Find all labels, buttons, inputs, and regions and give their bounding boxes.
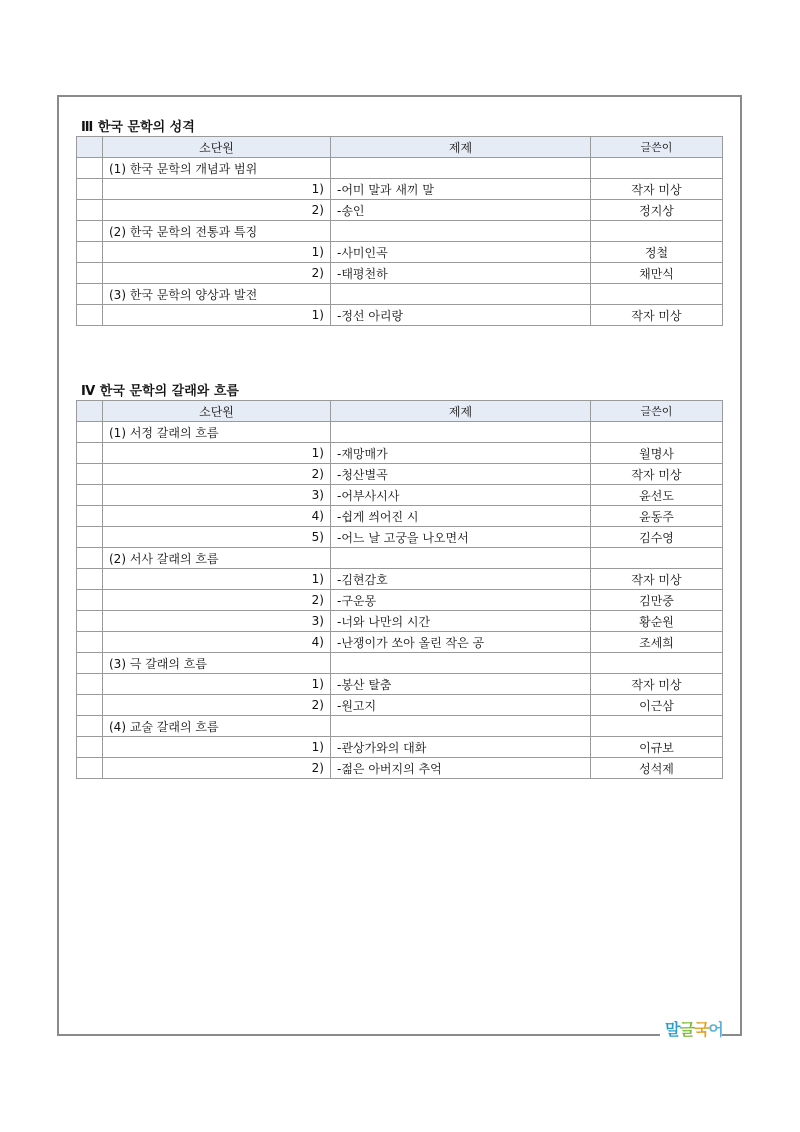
work-title: -관상가와의 대화 (331, 737, 591, 758)
group-row (77, 548, 723, 569)
logo-char: 글 (679, 1020, 694, 1039)
work-title: -젊은 아버지의 추억 (331, 758, 591, 779)
table-row (77, 611, 723, 632)
blank-cell (77, 443, 103, 464)
table-row (77, 758, 723, 779)
section-3-table (76, 136, 723, 326)
empty-cell (331, 653, 591, 674)
item-number: 4) (103, 632, 331, 653)
work-author: 성석제 (591, 758, 723, 779)
empty-cell (591, 284, 723, 305)
item-number: 2) (103, 200, 331, 221)
publisher-logo (665, 1017, 723, 1040)
logo-char: 국 (693, 1020, 709, 1039)
item-number: 1) (103, 569, 331, 590)
work-author: 김만중 (591, 590, 723, 611)
header-author: 글쓴이 (591, 401, 723, 422)
table-row (77, 674, 723, 695)
blank-cell (77, 158, 103, 179)
blank-cell (77, 548, 103, 569)
work-title: -송인 (331, 200, 591, 221)
header-blank (77, 137, 103, 158)
work-author: 조세희 (591, 632, 723, 653)
item-number: 3) (103, 611, 331, 632)
blank-cell (77, 284, 103, 305)
work-author: 윤선도 (591, 485, 723, 506)
table-row (77, 485, 723, 506)
section-4-body (77, 422, 723, 779)
empty-cell (331, 158, 591, 179)
table-row (77, 179, 723, 200)
header-title: 제제 (331, 137, 591, 158)
table-row (77, 527, 723, 548)
empty-cell (331, 422, 591, 443)
work-title: -재망매가 (331, 443, 591, 464)
blank-cell (77, 485, 103, 506)
blank-cell (77, 758, 103, 779)
group-row (77, 284, 723, 305)
table-row (77, 443, 723, 464)
subunit-label: (2) 서사 갈래의 흐름 (103, 548, 331, 569)
empty-cell (591, 158, 723, 179)
table-header-row (77, 137, 723, 158)
work-author: 김수영 (591, 527, 723, 548)
item-number: 1) (103, 674, 331, 695)
item-number: 1) (103, 179, 331, 200)
item-number: 1) (103, 305, 331, 326)
section-4-table (76, 400, 723, 779)
header-title: 제제 (331, 401, 591, 422)
item-number: 2) (103, 695, 331, 716)
blank-cell (77, 569, 103, 590)
blank-cell (77, 674, 103, 695)
empty-cell (591, 548, 723, 569)
blank-cell (77, 611, 103, 632)
item-number: 5) (103, 527, 331, 548)
group-row (77, 653, 723, 674)
header-blank (77, 401, 103, 422)
table-row (77, 632, 723, 653)
work-title: -봉산 탈춤 (331, 674, 591, 695)
item-number: 2) (103, 758, 331, 779)
empty-cell (591, 422, 723, 443)
table-header-row (77, 401, 723, 422)
item-number: 1) (103, 737, 331, 758)
frame-bottom-line (57, 1034, 660, 1036)
logo-char: 말 (665, 1020, 680, 1039)
group-row (77, 422, 723, 443)
work-author: 작자 미상 (591, 569, 723, 590)
blank-cell (77, 179, 103, 200)
table-row (77, 590, 723, 611)
work-author: 채만식 (591, 263, 723, 284)
work-title: -쉽게 씌어진 시 (331, 506, 591, 527)
table-row (77, 305, 723, 326)
blank-cell (77, 695, 103, 716)
blank-cell (77, 737, 103, 758)
subunit-label: (1) 한국 문학의 개념과 범위 (103, 158, 331, 179)
empty-cell (331, 548, 591, 569)
group-row (77, 716, 723, 737)
work-title: -태평천하 (331, 263, 591, 284)
item-number: 2) (103, 590, 331, 611)
work-author: 작자 미상 (591, 674, 723, 695)
section-3-heading: Ⅲ 한국 문학의 성격 (81, 120, 195, 135)
blank-cell (77, 263, 103, 284)
blank-cell (77, 221, 103, 242)
empty-cell (591, 653, 723, 674)
work-title: -원고지 (331, 695, 591, 716)
work-title: -정선 아리랑 (331, 305, 591, 326)
work-author: 윤동주 (591, 506, 723, 527)
work-title: -어미 말과 새끼 말 (331, 179, 591, 200)
blank-cell (77, 527, 103, 548)
section-3-body (77, 158, 723, 326)
blank-cell (77, 305, 103, 326)
work-author: 이근삼 (591, 695, 723, 716)
empty-cell (591, 716, 723, 737)
work-author: 정철 (591, 242, 723, 263)
work-title: -청산별곡 (331, 464, 591, 485)
work-title: -김현감호 (331, 569, 591, 590)
blank-cell (77, 242, 103, 263)
blank-cell (77, 653, 103, 674)
item-number: 4) (103, 506, 331, 527)
work-author: 작자 미상 (591, 464, 723, 485)
table-row (77, 242, 723, 263)
table-row (77, 569, 723, 590)
work-title: -사미인곡 (331, 242, 591, 263)
subunit-label: (3) 극 갈래의 흐름 (103, 653, 331, 674)
work-author: 정지상 (591, 200, 723, 221)
item-number: 3) (103, 485, 331, 506)
group-row (77, 158, 723, 179)
blank-cell (77, 422, 103, 443)
table-row (77, 200, 723, 221)
header-author: 글쓴이 (591, 137, 723, 158)
blank-cell (77, 506, 103, 527)
header-subunit: 소단원 (103, 137, 331, 158)
blank-cell (77, 632, 103, 653)
item-number: 1) (103, 242, 331, 263)
work-author: 작자 미상 (591, 305, 723, 326)
subunit-label: (4) 교술 갈래의 흐름 (103, 716, 331, 737)
blank-cell (77, 464, 103, 485)
blank-cell (77, 200, 103, 221)
work-author: 이규보 (591, 737, 723, 758)
work-title: -어느 날 고궁을 나오면서 (331, 527, 591, 548)
table-row (77, 695, 723, 716)
work-title: -너와 나만의 시간 (331, 611, 591, 632)
subunit-label: (3) 한국 문학의 양상과 발전 (103, 284, 331, 305)
blank-cell (77, 590, 103, 611)
item-number: 1) (103, 443, 331, 464)
header-subunit: 소단원 (103, 401, 331, 422)
logo-char: 어 (708, 1020, 723, 1039)
work-author: 황순원 (591, 611, 723, 632)
section-4-heading: Ⅳ 한국 문학의 갈래와 흐름 (81, 384, 239, 399)
group-row (77, 221, 723, 242)
item-number: 2) (103, 263, 331, 284)
empty-cell (331, 284, 591, 305)
work-author: 작자 미상 (591, 179, 723, 200)
item-number: 2) (103, 464, 331, 485)
empty-cell (591, 221, 723, 242)
empty-cell (331, 716, 591, 737)
work-title: -난쟁이가 쏘아 올린 작은 공 (331, 632, 591, 653)
table-row (77, 506, 723, 527)
work-title: -구운몽 (331, 590, 591, 611)
table-row (77, 464, 723, 485)
empty-cell (331, 221, 591, 242)
table-row (77, 263, 723, 284)
subunit-label: (1) 서정 갈래의 흐름 (103, 422, 331, 443)
work-title: -어부사시사 (331, 485, 591, 506)
frame-bottom-line-end (722, 1034, 742, 1036)
subunit-label: (2) 한국 문학의 전통과 특징 (103, 221, 331, 242)
blank-cell (77, 716, 103, 737)
work-author: 월명사 (591, 443, 723, 464)
table-row (77, 737, 723, 758)
